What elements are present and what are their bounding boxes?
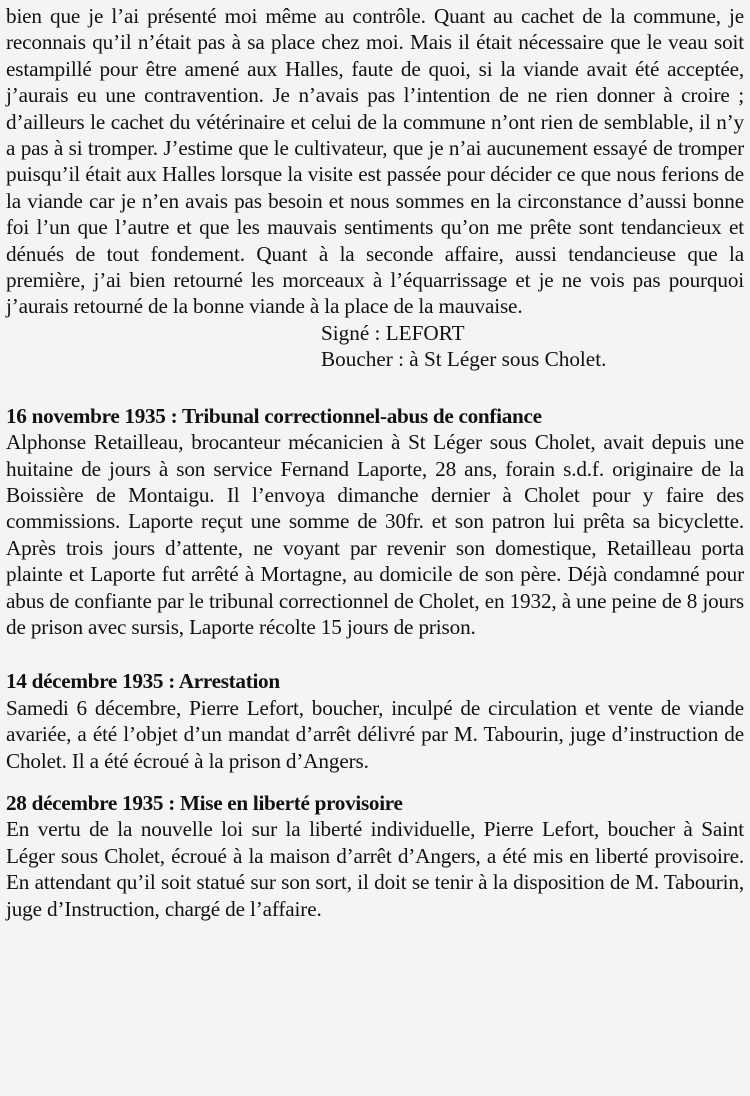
section-heading: 16 novembre 1935 : Tribunal correctionnel-abus de confiance [6, 403, 542, 428]
section-body: En vertu de la nouvelle loi sur la liberté individuelle, Pierre Lefort, boucher à Saint Léger sous Cholet, écroué à la maison d’arrêt d’Angers, a été mis en liberté provisoire. En attendant qu’il soit statué sur son sort, il doit se tenir à la disposition de M. Tabourin, juge d’Instruction, chargé de l’affaire. [6, 817, 744, 921]
signature-line: Signé : LEFORT [321, 320, 465, 345]
section-heading: 14 décembre 1935 : Arrestation [6, 669, 280, 694]
section-heading: 28 décembre 1935 : Mise en liberté provisoire [6, 790, 403, 815]
signature-occupation: Boucher : à St Léger sous Cholet. [321, 347, 607, 372]
intro-paragraph: bien que je l’ai présenté moi même au contrôle. Quant au cachet de la commune, je reconnais qu’il n’était pas à sa place chez moi. Mais il était nécessaire que le veau soit estampillé pour être amené aux Halles, faute de quoi, si la viande avait été acceptée, j’aurais eu une contravention. Je n’avais pas l’intention de ne rien donner à croire ; d’ailleurs le cachet du vétérinaire et celui de la commune n’ont rien de semblable, il n’y a pas à si tromper. J’estime que le cultivateur, que je n’ai aucunement essayé de tromper puisqu’il était aux Halles lorsque la visite est passée pour décider ce que nous ferions de la viande car je n’en avais pas besoin et nous sommes en la circonstance d’aussi bonne foi l’un que l’autre et que les mauvais sentiments qu’on me prête sont tendancieux et dénués de tout fondement. Quant à la seconde affaire, aussi tendancieuse que la première, j’ai bien retourné les morceaux à l’équarrissage et je ne vois pas pourquoi j’aurais retourné de la bonne viande à la place de la mauvaise. [6, 4, 744, 319]
section-body: Alphonse Retailleau, brocanteur mécanicien à St Léger sous Cholet, avait depuis une huitaine de jours à son service Fernand Laporte, 28 ans, forain s.d.f. originaire de la Boissière de Montaigu. Il l’envoya dimanche dernier à Cholet pour y faire des commissions. Laporte reçut une somme de 30fr. et son patron lui prêta sa bicyclette. Après trois jours d’attente, ne voyant par revenir son domestique, Retailleau porta plainte et Laporte fut arrêté à Mortagne, au domicile de son père. Déjà condamné pour abus de confiante par le tribunal correctionnel de Cholet, en 1932, à une peine de 8 jours de prison avec sursis, Laporte récolte 15 jours de prison. [6, 430, 744, 639]
section-body: Samedi 6 décembre, Pierre Lefort, boucher, inculpé de circulation et vente de viande avariée, a été l’objet d’un mandat d’arrêt délivré par M. Tabourin, juge d’instruction de Cholet. Il a été écroué à la prison d’Angers. [6, 695, 744, 773]
